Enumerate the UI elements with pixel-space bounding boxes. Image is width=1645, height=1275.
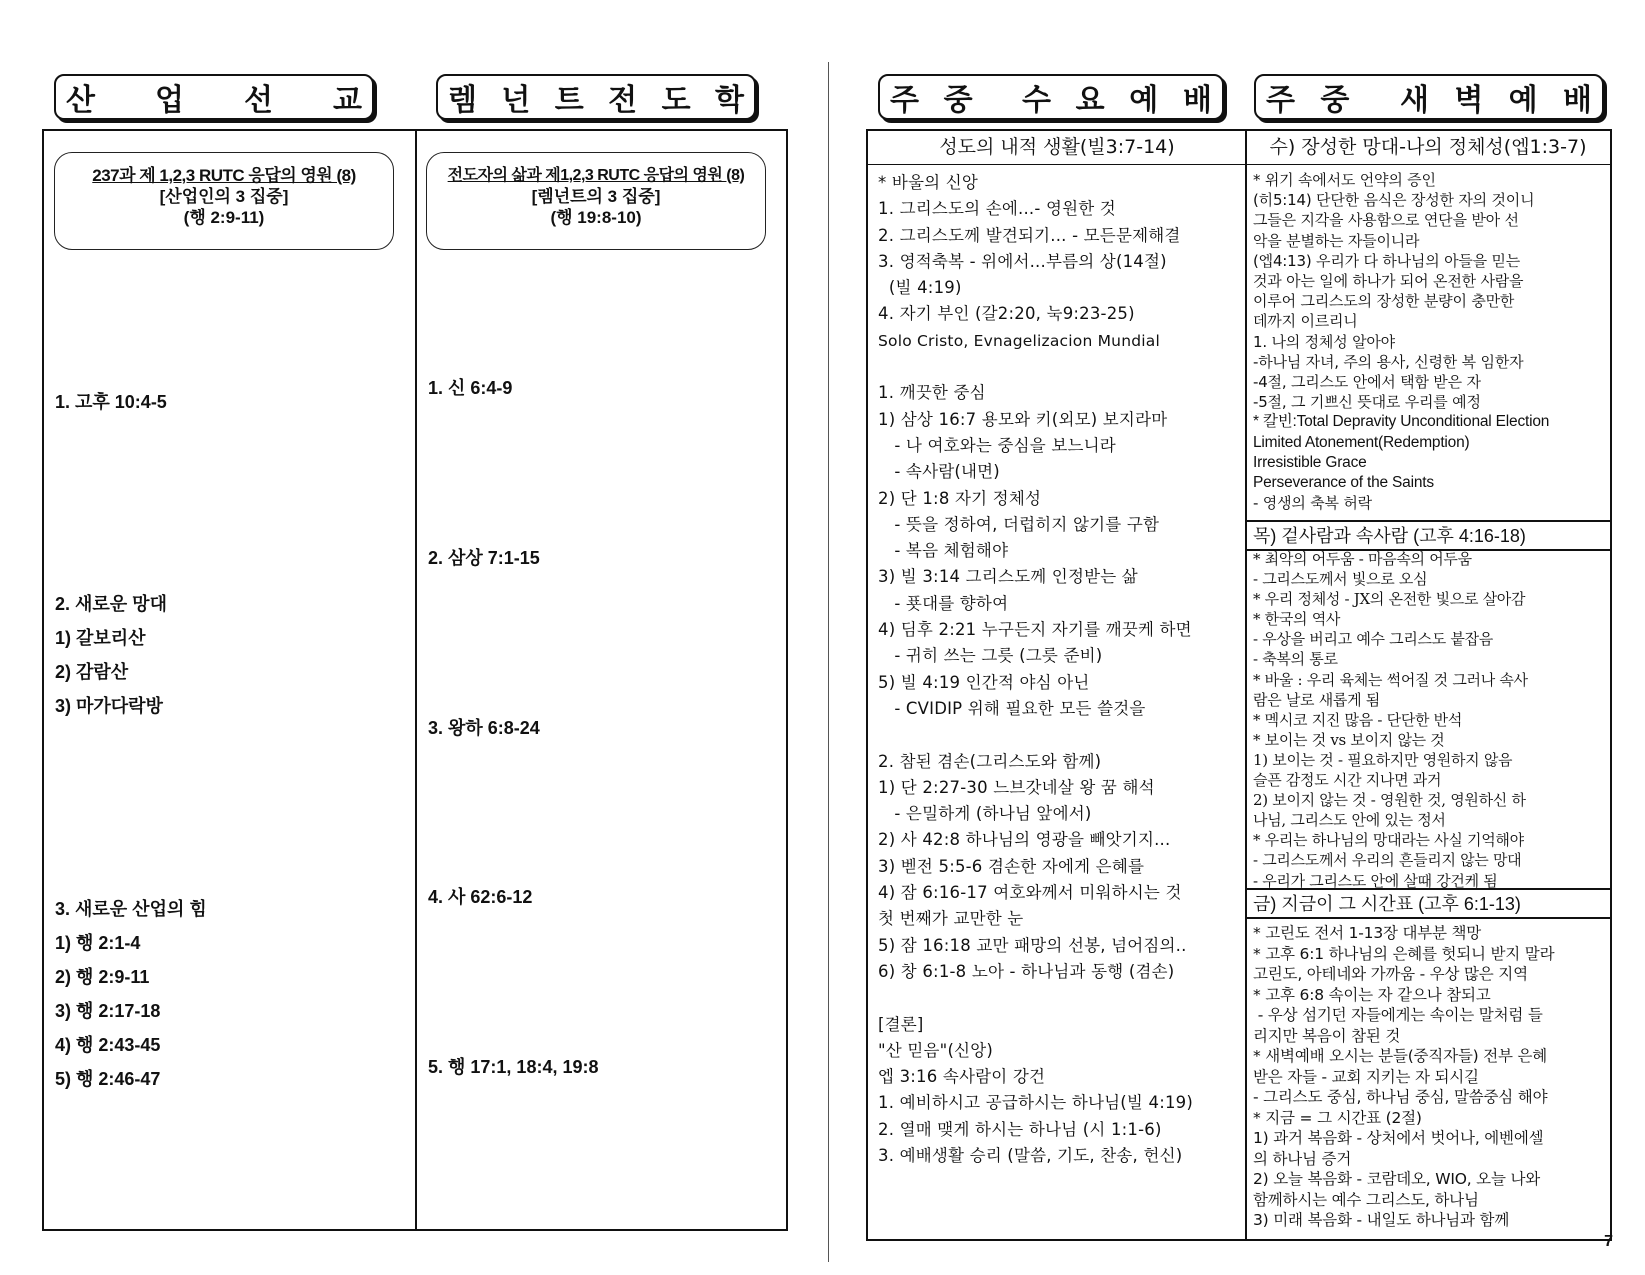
note-line: 받은 자들 - 교회 지키는 자 되시길 [1253,1067,1479,1086]
header-char: 벽 [1454,83,1484,118]
outline-item: 3. 왕하 6:8-24 [428,718,540,738]
note-line: 1) 보이는 것 - 필요하지만 영원하지 않음 [1253,750,1513,769]
table-header-inner-life: 성도의 내적 생활(빌3:7-14) [868,131,1246,165]
note-line: 람은 날로 새롭게 됨 [1253,690,1380,709]
note-line: 2) 오늘 복음화 - 코람데오, WIO, 오늘 나와 [1253,1170,1540,1188]
table-column-divider [1245,131,1247,1239]
note-line: - 축복의 통로 [1253,650,1338,669]
note-line: 1) 과거 복음화 - 상처에서 벗어나, 에벤에셀 [1253,1129,1544,1147]
remnant-lesson-title [426,152,766,250]
note-line: 3. 예배생활 승리 (말씀, 기도, 찬송, 헌신) [878,1145,1183,1165]
note-line: 이루어 그리스도의 장성한 분량이 충만한 [1253,292,1515,311]
header-wednesday-service [878,74,1224,120]
note-line: 3) 미래 복음화 - 내일도 하나님과 함께 [1253,1211,1510,1229]
note-line: 3) 벧전 5:5-6 겸손한 자에게 은혜를 [878,856,1145,876]
note-line: - 그리스도께서 빛으로 오심 [1253,570,1428,589]
page-number: 7 [1604,1233,1613,1250]
inner-life-notes [878,170,1240,1169]
note-line: 1. 예비하시고 공급하시는 하나님(빌 4:19) [878,1093,1193,1113]
header-industry-mission [54,74,374,120]
header-char: 주 [1266,83,1295,118]
note-line: -4절, 그리스도 안에서 택함 받은 자 [1253,373,1481,392]
note-line: - 은밀하게 (하나님 앞에서) [878,804,1092,824]
header-char: 요 [1075,83,1105,118]
header-char: 업 [155,83,184,118]
note-line: - 푯대를 향하여 [878,593,1009,613]
header-char: 트 [554,83,584,118]
friday-notes [1253,923,1608,1231]
outline-item: 1) 갈보리산 [55,628,146,648]
friday-title-divider [1246,917,1610,919]
outline-item: 5. 행 17:1, 18:4, 19:8 [428,1057,599,1077]
header-remnant-evangelism [436,74,756,120]
outline-item: 3) 행 2:17-18 [55,1001,161,1021]
header-char: 중 [1320,83,1350,118]
outline-item: 1. 고후 10:4-5 [55,392,167,412]
note-line: - 복음 체험해야 [878,541,1009,561]
note-line: - 우상을 버리고 예수 그리스도 붙잡음 [1253,630,1493,649]
outline-item: 4) 행 2:43-45 [55,1035,161,1055]
note-line: * 최악의 어두움 - 마음속의 어두움 [1253,550,1472,568]
note-line: (빌 4:19) [878,278,962,298]
outline-item: 4. 사 62:6-12 [428,887,533,907]
note-line: - 귀히 쓰는 그릇 (그릇 준비) [878,646,1103,666]
note-line: - 나 여호와는 중심을 보느니라 [878,435,1116,455]
note-line: Limited Atonement(Redemption) [1253,433,1470,451]
header-char: 교 [333,83,362,118]
note-line: * 고후 6:8 속이는 자 같으나 참되고 [1253,985,1491,1004]
note-line: 2. 열매 맺게 하시는 하나님 (시 1:1-6) [878,1119,1162,1139]
header-char: 중 [943,83,973,118]
note-line: 함께하시는 예수 그리스도, 하나님 [1253,1190,1479,1209]
note-line: 3. 영적축복 - 위에서...부름의 상(14절) [878,251,1167,271]
lesson-title: 237과 제 1,2,3 RUTC 응답의 영원 (8) [92,166,356,185]
note-line: * 멕시코 지진 많음 - 단단한 반석 [1253,710,1463,729]
note-line: Perseverance of the Saints [1253,474,1434,492]
header-char: 전 [608,83,638,118]
note-line: * 한국의 역사 [1253,610,1341,629]
note-line: 그들은 지각을 사용함으로 연단을 받아 선 [1253,211,1519,230]
note-line: - 영생의 축복 허락 [1253,494,1372,513]
header-char: 예 [1508,83,1538,118]
note-line: * 고후 6:1 하나님의 은혜를 헛되니 받지 말라 [1253,944,1555,963]
outline-item: 2) 감람산 [55,662,129,682]
note-line: [결론] [878,1014,924,1034]
note-line: 2) 보이지 않는 것 - 영원한 것, 영원하신 하 [1253,791,1526,810]
note-line: * 위기 속에서도 언약의 증인 [1253,171,1436,189]
note-line: 악을 분별하는 자들이니라 [1253,231,1420,250]
header-char: 학 [714,83,744,118]
note-line: 4) 딤후 2:21 누구든지 자기를 깨끗케 하면 [878,620,1192,640]
header-char: 주 [890,83,919,118]
header-char: 도 [661,83,691,118]
note-line: - 뜻을 정하여, 더럽히지 않기를 구함 [878,514,1160,534]
industry-lesson-title [54,152,394,250]
note-line: -5절, 그 기쁘신 뜻대로 우리를 예정 [1253,393,1481,412]
note-line: - 우리가 그리스도 안에 살때 강건케 됨 [1253,871,1498,890]
note-line: 2) 단 1:8 자기 정체성 [878,488,1042,508]
outline-item: 1) 행 2:1-4 [55,933,141,953]
note-line: * 칼빈:Total Depravity Unconditional Election [1253,413,1550,431]
note-line: - 우상 섬기던 자들에게는 속이는 말처럼 들 [1253,1006,1543,1024]
lesson-title: 전도자의 삶과 제1,2,3 RUTC 응답의 영원 (8) [447,167,745,184]
note-line: - CVIDIP 위해 필요한 모든 쓸것을 [878,698,1146,718]
note-line: 2) 사 42:8 하나님의 영광을 빼앗기지... [878,830,1171,850]
note-line: 슬픈 감정도 시간 지나면 과거 [1253,771,1442,790]
note-line: 2. 참된 겸손(그리스도와 함께) [878,751,1102,771]
note-line: 고린도, 아테네와 가까움 - 우상 많은 지역 [1253,965,1528,983]
header-char: 새 [1400,83,1429,118]
note-line: 5) 잠 16:18 교만 패망의 선봉, 넘어짐의.. [878,935,1187,955]
note-line: * 우리 정체성 - JX의 온전한 빛으로 살아감 [1253,590,1526,609]
header-char: 선 [244,83,273,118]
note-line: 엡 3:16 속사람이 강건 [878,1067,1046,1087]
note-line: * 우리는 하나님의 망대라는 사실 기억해야 [1253,831,1524,850]
note-line: 1. 나의 정체성 알아야 [1253,332,1395,351]
note-line: 1) 단 2:27-30 느브갓네살 왕 꿈 해석 [878,777,1155,797]
note-line: 6) 창 6:1-8 노아 - 하나님과 동행 (겸손) [878,961,1175,981]
header-char: 예 [1129,83,1159,118]
outline-item: 2) 행 2:9-11 [55,967,150,987]
header-char: 배 [1562,83,1592,118]
page-fold-divider [828,62,829,1262]
header-char: 수 [1021,83,1051,118]
note-line: 의 하나님 증거 [1253,1149,1352,1168]
note-line: Irresistible Grace [1253,453,1367,471]
note-line [878,985,1240,1011]
note-line: 것과 아는 일에 하나가 되어 온전한 사람을 [1253,272,1524,291]
outline-item: 1. 신 6:4-9 [428,378,513,398]
header-char: 렘 [448,83,477,118]
outline-item: 5) 행 2:46-47 [55,1069,161,1089]
table-header-wednesday: 수) 장성한 망대-나의 정체성(엡1:3-7) [1246,131,1610,165]
note-line: * 바울 : 우리 육체는 썩어질 것 그러나 속사 [1253,670,1528,689]
header-dawn-service [1254,74,1604,120]
thursday-notes [1253,549,1608,891]
note-line: 2. 그리스도께 발견되기... - 모든문제해결 [878,225,1181,245]
note-line: * 지금 = 그 시간표 (2절) [1253,1108,1422,1127]
note-line: 4) 잠 6:16-17 여호와께서 미워하시는 것 [878,883,1182,903]
note-line: * 바울의 신앙 [878,173,979,192]
note-line [878,722,1240,748]
note-line [878,354,1240,380]
note-line: 첫 번째가 교만한 눈 [878,909,1024,929]
friday-section-title: 금) 지금이 그 시간표 (고후 6:1-13) [1253,894,1521,914]
note-line: * 보이는 것 vs 보이지 않는 것 [1253,730,1445,749]
note-line: 데까지 이르리니 [1253,312,1358,331]
note-line: 1) 삼상 16:7 용모와 키(외모) 보지라마 [878,409,1168,429]
header-char: 넌 [501,83,531,118]
note-line: (엡4:13) 우리가 다 하나님의 아들을 믿는 [1253,251,1521,270]
note-line: * 고린도 전서 1-13장 대부분 책망 [1253,924,1482,942]
note-line: 리지만 복음이 참된 것 [1253,1026,1401,1045]
thursday-section-title: 목) 겉사람과 속사람 (고후 4:16-18) [1253,526,1526,546]
note-line: - 그리스도께서 우리의 흔들리지 않는 망대 [1253,851,1522,870]
header-char: 산 [66,83,95,118]
note-line: 3) 빌 3:14 그리스도께 인정받는 삶 [878,567,1138,587]
note-line: - 속사람(내면) [878,462,1000,482]
header-char: 배 [1182,83,1212,118]
outline-item: 3. 새로운 산업의 힘 [55,899,207,919]
note-line: Solo Cristo, Evnagelizacion Mundial [878,331,1160,350]
note-line: 1. 그리스도의 손에...- 영원한 것 [878,199,1116,219]
lesson-reference: (행 2:9-11) [183,208,265,227]
outline-item: 2. 새로운 망대 [55,594,167,614]
note-line: "산 믿음"(신앙) [878,1040,993,1060]
lesson-subtitle: [산업인의 3 집중] [159,187,289,206]
note-line: 5) 빌 4:19 인간적 야심 아닌 [878,672,1090,692]
lesson-subtitle: [렘넌트의 3 집중] [531,187,661,206]
outline-item: 2. 삼상 7:1-15 [428,548,540,568]
note-line: -하나님 자녀, 주의 용사, 신령한 복 임한자 [1253,352,1524,371]
note-line: 나님, 그리스도 안에 있는 정서 [1253,811,1446,830]
lesson-reference: (행 19:8-10) [550,208,642,227]
note-line: - 그리스도 중심, 하나님 중심, 말씀중심 해야 [1253,1088,1548,1106]
note-line: 4. 자기 부인 (갈2:20, 눅9:23-25) [878,304,1135,324]
note-line: (히5:14) 단단한 음식은 장성한 자의 것이니 [1253,191,1535,210]
left-column-divider [415,129,417,1231]
wednesday-notes [1253,170,1608,513]
note-line: 1. 깨끗한 중심 [878,383,986,403]
outline-item: 3) 마가다락방 [55,696,163,716]
note-line: * 새벽예배 오시는 분들(중직자들) 전부 은혜 [1253,1047,1548,1065]
